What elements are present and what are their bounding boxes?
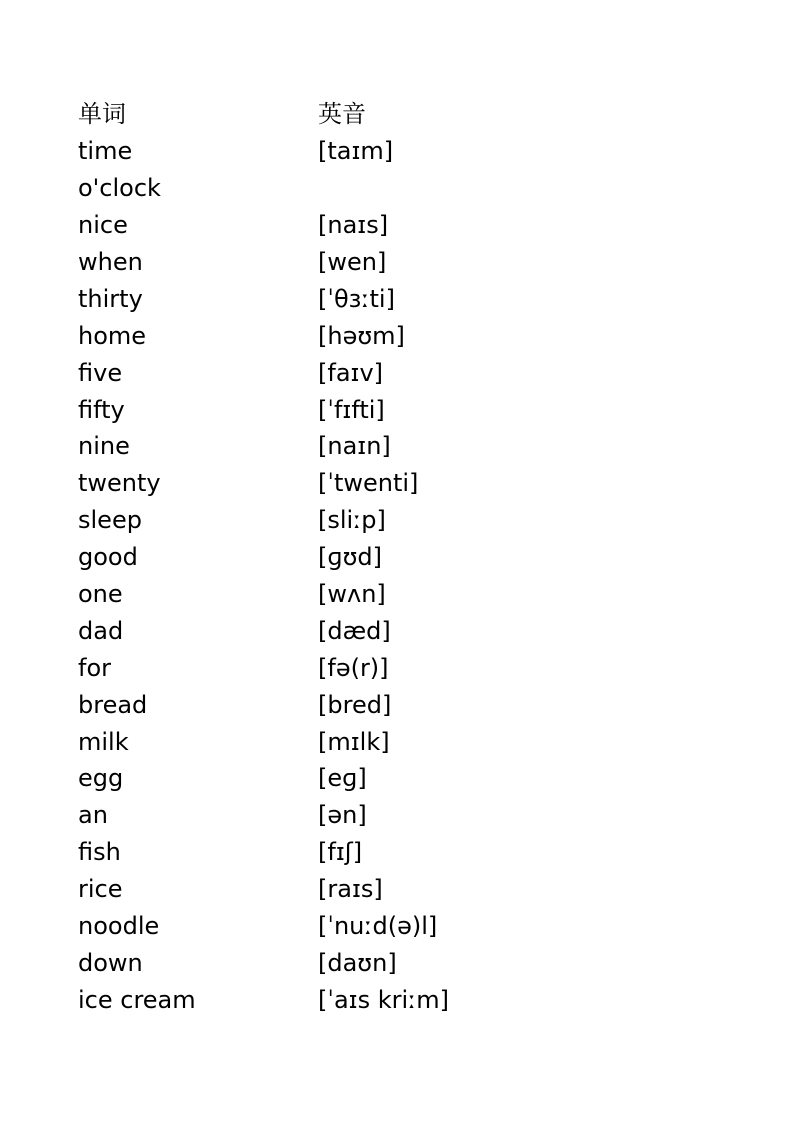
table-row xyxy=(78,244,518,281)
word-cell: thirty xyxy=(78,284,143,313)
word-cell: fish xyxy=(78,838,121,867)
pronunciation-cell: [fə(r)] xyxy=(318,653,389,682)
table-row xyxy=(78,686,518,723)
word-cell: time xyxy=(78,137,133,166)
pronunciation-cell: [bred] xyxy=(318,690,392,719)
word-cell: egg xyxy=(78,764,124,793)
pronunciation-cell: [raɪs] xyxy=(318,875,383,904)
table-row xyxy=(78,280,518,317)
table-row xyxy=(78,871,518,908)
word-column-header: 单词 xyxy=(78,100,126,129)
pronunciation-cell: [ən] xyxy=(318,801,367,830)
word-cell: rice xyxy=(78,875,123,904)
pronunciation-cell: [wen] xyxy=(318,248,387,276)
pronunciation-cell: [həʊm] xyxy=(318,321,405,350)
pronunciation-cell: [naɪn] xyxy=(318,432,391,461)
table-header xyxy=(78,96,518,133)
pronunciation-column-header: 英音 xyxy=(318,100,366,129)
word-cell: for xyxy=(78,653,111,682)
word-cell: when xyxy=(78,248,143,276)
table-row xyxy=(78,207,518,244)
pronunciation-cell: [mɪlk] xyxy=(318,727,390,756)
table-row xyxy=(78,981,518,1018)
header-row xyxy=(78,96,518,133)
table-row xyxy=(78,502,518,539)
pronunciation-cell: [fɪʃ] xyxy=(318,838,363,867)
table-row xyxy=(78,391,518,428)
table-body xyxy=(78,133,518,1018)
word-cell: one xyxy=(78,580,123,609)
word-cell: an xyxy=(78,801,108,830)
table-row xyxy=(78,944,518,981)
pronunciation-cell: [ˈθɜːti] xyxy=(318,284,395,313)
pronunciation-cell: [ɡʊd] xyxy=(318,543,383,572)
pronunciation-cell: [daʊn] xyxy=(318,948,397,977)
word-cell: milk xyxy=(78,727,129,756)
table-row xyxy=(78,834,518,871)
pronunciation-cell: [ˈfɪfti] xyxy=(318,395,385,424)
table-row xyxy=(78,170,518,207)
word-cell: down xyxy=(78,948,143,977)
table-row xyxy=(78,908,518,945)
pronunciation-cell: [ˈnuːd(ə)l] xyxy=(318,912,438,941)
pronunciation-cell: [faɪv] xyxy=(318,358,384,387)
table-row xyxy=(78,576,518,613)
table-row xyxy=(78,649,518,686)
word-cell: nice xyxy=(78,211,128,240)
word-cell: twenty xyxy=(78,469,161,498)
table-row xyxy=(78,797,518,834)
word-cell: dad xyxy=(78,616,124,645)
word-cell: bread xyxy=(78,690,148,719)
pronunciation-cell xyxy=(318,170,518,207)
table-row xyxy=(78,428,518,465)
table-row xyxy=(78,723,518,760)
word-cell: good xyxy=(78,543,138,572)
pronunciation-cell: [dæd] xyxy=(318,616,391,645)
pronunciation-cell: [wʌn] xyxy=(318,580,386,609)
word-cell: nine xyxy=(78,432,130,461)
word-cell: sleep xyxy=(78,506,142,535)
table-row xyxy=(78,133,518,170)
word-cell: ice cream xyxy=(78,985,196,1014)
word-cell: noodle xyxy=(78,912,160,941)
pronunciation-cell: [ˈtwenti] xyxy=(318,469,419,498)
pronunciation-cell: [naɪs] xyxy=(318,211,389,240)
pronunciation-cell: [sliːp] xyxy=(318,506,386,535)
table-row xyxy=(78,612,518,649)
word-cell: home xyxy=(78,321,147,350)
table-row xyxy=(78,317,518,354)
table-row xyxy=(78,760,518,797)
word-cell: fifty xyxy=(78,395,125,424)
vocabulary-table xyxy=(78,96,518,1018)
table-row xyxy=(78,539,518,576)
word-cell: five xyxy=(78,358,123,387)
word-cell: o'clock xyxy=(78,174,161,203)
table-row xyxy=(78,354,518,391)
pronunciation-cell: [ˈaɪs kriːm] xyxy=(318,985,449,1014)
table-row xyxy=(78,465,518,502)
pronunciation-cell: [taɪm] xyxy=(318,137,394,166)
pronunciation-cell: [eɡ] xyxy=(318,764,367,793)
